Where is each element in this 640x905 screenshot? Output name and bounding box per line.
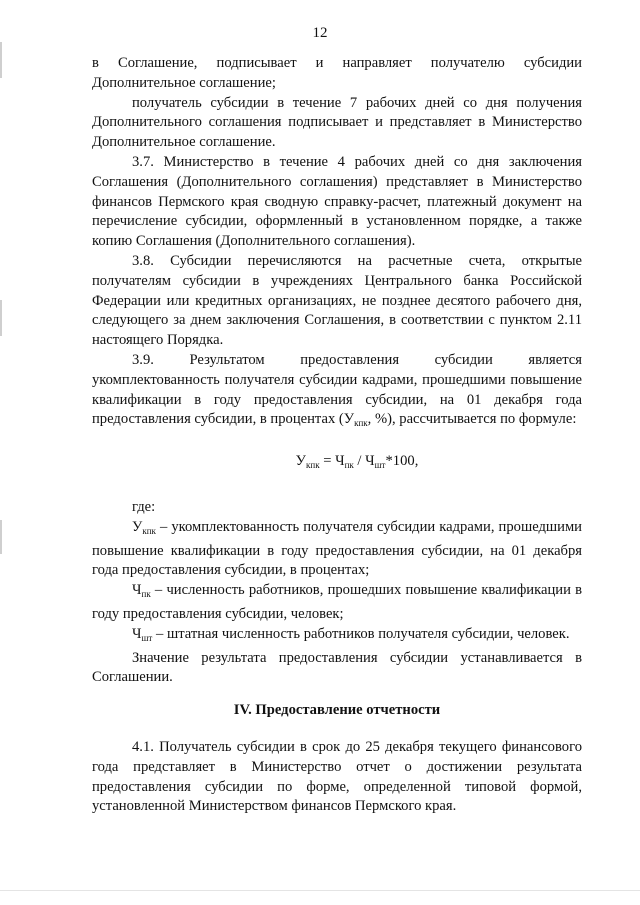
scan-margin-mark xyxy=(0,300,2,336)
formula-symbol: = Ч xyxy=(319,453,345,470)
definition xyxy=(92,581,582,625)
page-number: 12 xyxy=(312,25,328,41)
definition-symbol: Ч xyxy=(132,625,142,642)
paragraph-3-7: 3.7. Министерство в течение 4 рабочих дней со дня заключения Соглашения (Дополнительного соглашения) представляет в Министерство финансов Пермского края сводную справку-расчет, платежный документ на перечисление субсидии, оформленный в установленном порядке, а также копию Соглашения (Дополнительного соглашения). xyxy=(92,153,582,250)
definition-symbol: Ч xyxy=(132,582,142,599)
paragraph-4-1: 4.1. Получатель субсидии в срок до 25 декабря текущего финансового года представляет в Министерство отчет о достижении результата предоставления субсидии по форме, определенной типовой формой, установленной Министерством финансов Пермского края. xyxy=(92,738,582,815)
formula-symbol: *100, xyxy=(385,453,419,470)
formula-symbol: / Ч xyxy=(353,453,375,470)
definition-text: – укомплектованность получателя субсидии кадрами, прошедшими повышение квалификации в году предоставления субсидии, на 01 декабря года предоставления субсидии, в процентах; xyxy=(92,518,582,579)
definition-symbol: У xyxy=(132,518,143,535)
subscript: пк xyxy=(344,460,354,471)
paragraph-3-9 xyxy=(92,351,582,434)
section-heading: IV. Предоставление отчетности xyxy=(233,702,441,719)
scan-margin-mark xyxy=(0,42,2,78)
subscript: шт xyxy=(374,460,386,471)
subscript: шт xyxy=(141,632,153,643)
subscript: кпк xyxy=(354,418,368,429)
definition-text: – численность работников, прошедших повышение квалификации в году предоставления субсидии, человек; xyxy=(92,582,582,622)
definition xyxy=(92,625,582,649)
paragraph: Значение результата предоставления субсидии устанавливается в Соглашении. xyxy=(92,649,582,686)
text: 3.9. Результатом предоставления субсидии является укомплектованность получателя субсидии кадрами, прошедшими повышение квалификации в году предоставления субсидии, на 01 декабря года предоставления субсидии, в процентах (У xyxy=(92,351,582,428)
formula xyxy=(92,452,582,476)
paragraph: в Соглашение, подписывает и направляет получателю субсидии Дополнительное соглашение; xyxy=(92,55,582,91)
subscript: кпк xyxy=(142,525,156,536)
scan-margin-mark xyxy=(0,520,2,554)
definition xyxy=(92,518,582,581)
subscript: кпк xyxy=(306,460,320,471)
where-label: где: xyxy=(132,498,156,515)
document-body xyxy=(92,54,582,817)
definition-text: – штатная численность работников получателя субсидии, человек. xyxy=(152,625,570,642)
subscript: пк xyxy=(141,589,151,600)
paragraph-3-8: 3.8. Субсидии перечисляются на расчетные счета, открытые получателям субсидии в учреждениях Центрального банка Российской Федерации или кредитных организациях, не позднее десятого рабочего дня, следующего за днем заключения Соглашения, в соответствии с пунктом 2.11 настоящего Порядка. xyxy=(92,252,582,349)
text: , %), рассчитывается по формуле: xyxy=(367,411,577,428)
formula-symbol: У xyxy=(295,453,306,470)
scan-edge xyxy=(0,890,640,891)
paragraph: получатель субсидии в течение 7 рабочих дней со дня получения Дополнительного соглашения подписывает и представляет в Министерство Дополнительное соглашение. xyxy=(92,94,582,151)
